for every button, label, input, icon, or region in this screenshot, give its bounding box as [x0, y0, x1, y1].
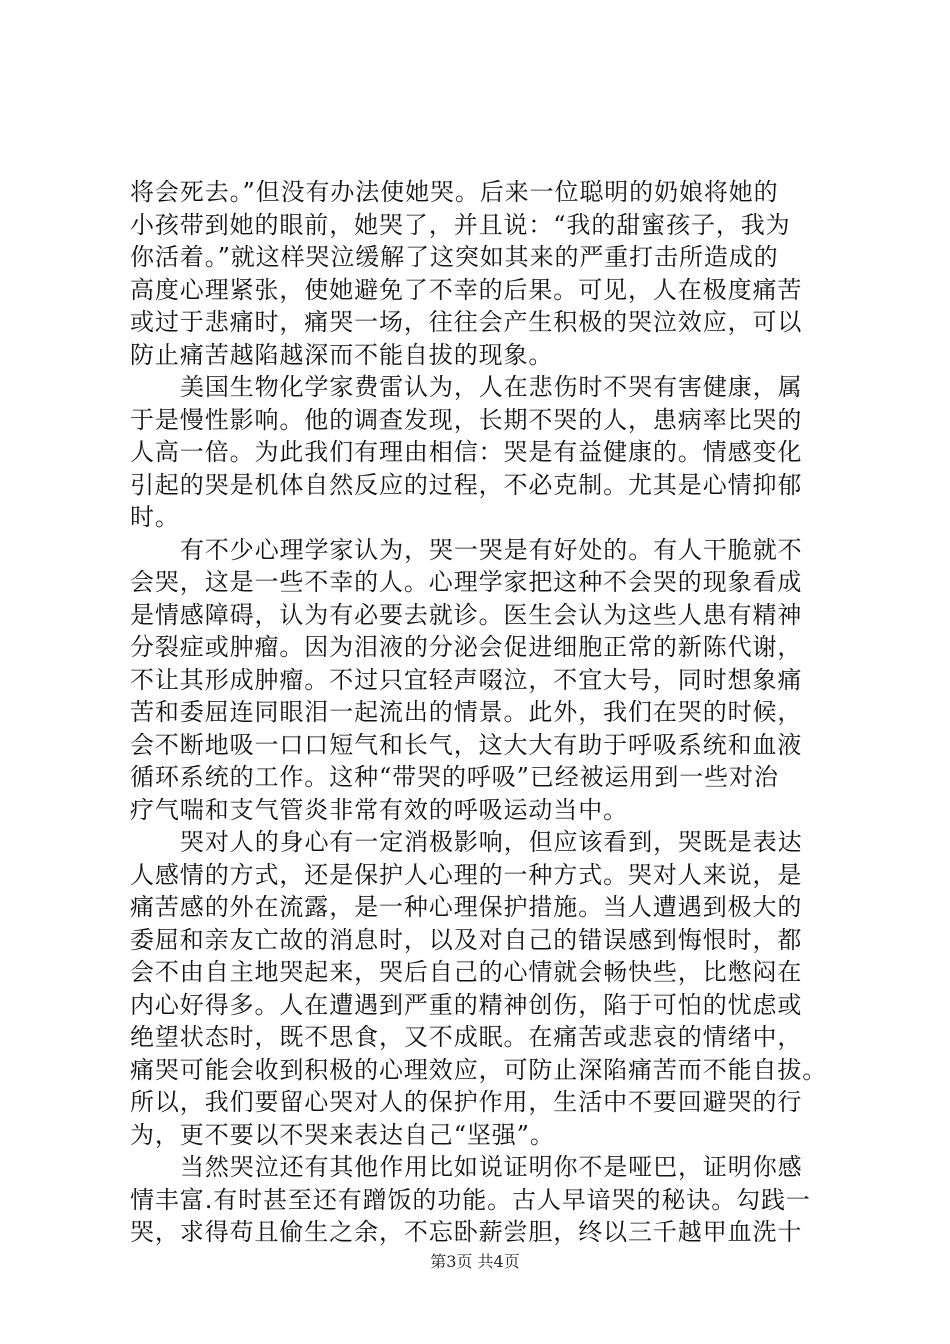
text-line: 时。	[130, 503, 180, 531]
text-line: 分裂症或肿瘤。因为泪液的分泌会促进细胞正常的新陈代谢，	[130, 633, 803, 661]
text-line: 高度心理紧张，使她避免了不幸的后果。可见，人在极度痛苦	[130, 275, 803, 304]
text-line: 循环系统的工作。这种“带哭的呼吸”已经被运用到一些对治	[130, 763, 779, 791]
paragraph-1	[130, 176, 850, 371]
text-line: 痛哭可能会收到积极的心理效应，可防止深陷痛苦而不能自拔。	[130, 1055, 828, 1084]
text-line: 会不断地吸一口口短气和长气，这大大有助于呼吸系统和血液	[130, 730, 803, 759]
paragraph-2	[130, 371, 850, 534]
text-line: 委屈和亲友亡故的消息时，以及对自己的错误感到悔恨时，都	[130, 925, 803, 954]
text-line: 情丰富.有时甚至还有蹭饭的功能。古人早谙哭的秘诀。勾践一	[130, 1185, 811, 1214]
paragraph-4	[130, 826, 850, 1151]
text-line: 疗气喘和支气管炎非常有效的呼吸运动当中。	[130, 795, 628, 824]
text-line: 绝望状态时，既不思食，又不成眠。在痛苦或悲哀的情绪中，	[130, 1023, 803, 1051]
text-line: 哭，求得苟且偷生之余，不忘卧薪尝胆，终以三千越甲血洗十	[130, 1218, 803, 1246]
text-line: 内心好得多。人在遭遇到严重的精神创伤，陷于可怕的忧虑或	[130, 990, 803, 1019]
text-line: 苦和委屈连同眼泪一起流出的情景。此外，我们在哭的时候，	[130, 698, 803, 726]
text-line: 人高一倍。为此我们有理由相信：哭是有益健康的。情感变化	[130, 438, 803, 466]
text-line: 美国生物化学家费雷认为，人在悲伤时不哭有害健康，属	[180, 373, 803, 401]
text-line: 痛苦感的外在流露，是一种心理保护措施。当人遭遇到极大的	[130, 893, 803, 921]
paragraph-5	[130, 1151, 850, 1249]
paragraph-3	[130, 534, 850, 827]
text-line: 所以，我们要留心哭对人的保护作用，生活中不要回避哭的行	[130, 1088, 803, 1116]
page-indicator: 第3页 共4页	[430, 1252, 520, 1271]
text-line: 引起的哭是机体自然反应的过程，不必克制。尤其是心情抑郁	[130, 470, 803, 499]
page-footer	[0, 1250, 950, 1274]
text-line: 有不少心理学家认为，哭一哭是有好处的。有人干脆就不	[180, 535, 803, 564]
text-line: 于是慢性影响。他的调查发现，长期不哭的人，患病率比哭的	[130, 405, 803, 434]
text-line: 不让其形成肿瘤。不过只宜轻声啜泣，不宜大号，同时想象痛	[130, 665, 803, 694]
text-line: 会不由自主地哭起来，哭后自己的心情就会畅快些，比憋闷在	[130, 958, 803, 986]
document-body	[130, 176, 850, 1249]
text-line: 防止痛苦越陷越深而不能自拔的现象。	[130, 340, 554, 369]
text-line: 会哭，这是一些不幸的人。心理学家把这种不会哭的现象看成	[130, 568, 803, 596]
text-line: 为，更不要以不哭来表达自己“坚强”。	[130, 1120, 555, 1149]
text-line: 或过于悲痛时，痛哭一场，往往会产生积极的哭泣效应，可以	[130, 308, 803, 336]
text-line: 你活着。”就这样哭泣缓解了这突如其来的严重打击所造成的	[130, 243, 779, 271]
text-line: 人感情的方式，还是保护人心理的一种方式。哭对人来说，是	[130, 860, 803, 889]
text-line: 是情感障碍，认为有必要去就诊。医生会认为这些人患有精神	[130, 600, 803, 629]
text-line: 哭对人的身心有一定消极影响，但应该看到，哭既是表达	[180, 828, 803, 856]
text-line: 当然哭泣还有其他作用比如说证明你不是哑巴，证明你感	[180, 1153, 803, 1181]
text-line: 小孩带到她的眼前，她哭了，并且说：“我的甜蜜孩子，我为	[130, 210, 791, 239]
text-line: 将会死去。”但没有办法使她哭。后来一位聪明的奶娘将她的	[130, 178, 779, 206]
